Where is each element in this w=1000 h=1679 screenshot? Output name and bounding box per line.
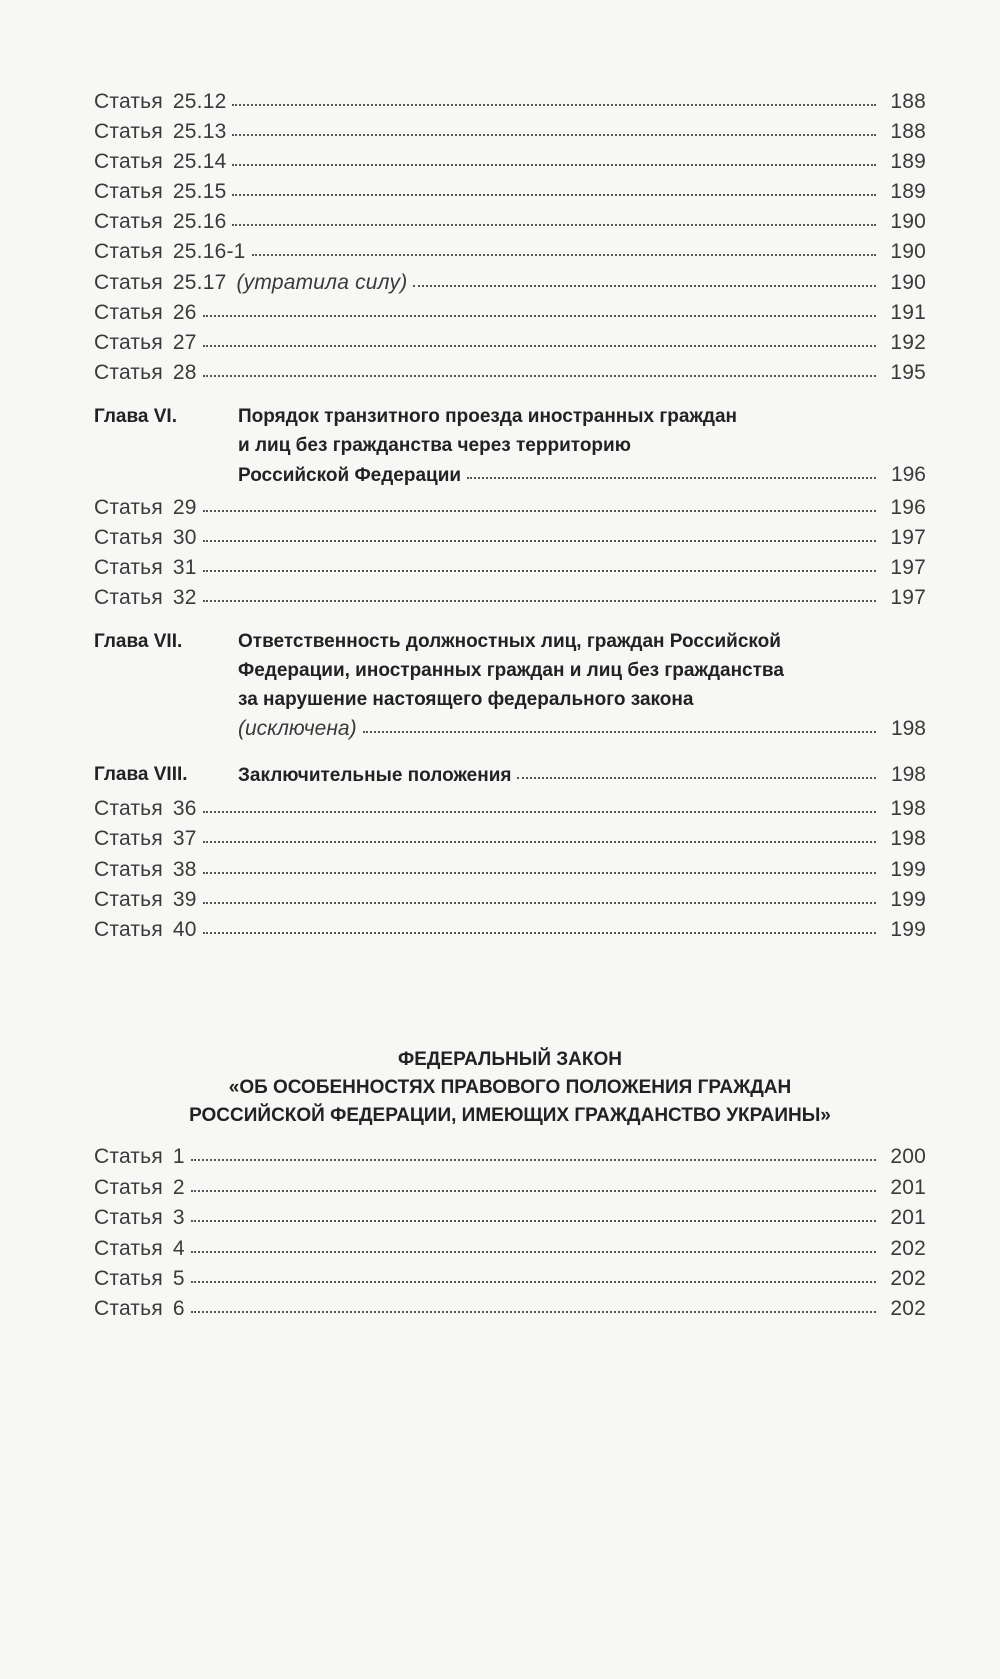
toc-entry-37: Статья 37 198 bbox=[94, 827, 926, 850]
chapter-8-label: Глава VIII. bbox=[94, 764, 188, 785]
excluded-note: (исключена) bbox=[238, 717, 357, 740]
chapter-7-title-line: Ответственность должностных лиц, граждан Российской bbox=[238, 631, 781, 652]
toc-entry-law-2: Статья 2 201 bbox=[94, 1176, 926, 1199]
toc-entry-25-13: Статья 25.13 188 bbox=[94, 120, 926, 143]
federal-law-heading bbox=[94, 1046, 926, 1130]
toc-entry-27: Статья 27 192 bbox=[94, 331, 926, 354]
chapter-6-entry bbox=[94, 402, 926, 489]
toc-entry-25-16: Статья 25.16 190 bbox=[94, 210, 926, 233]
repealed-note: (утратила силу) bbox=[236, 271, 408, 294]
chapter-7-title-line: Федерации, иностранных граждан и лиц без гражданства bbox=[238, 660, 784, 681]
toc-entry-law-6: Статья 6 202 bbox=[94, 1297, 926, 1320]
toc-entry-law-5: Статья 5 202 bbox=[94, 1267, 926, 1290]
chapter-6-label: Глава VI. bbox=[94, 406, 177, 427]
chapter-8-title: Заключительные положения bbox=[238, 765, 512, 786]
toc-entry-32: Статья 32 197 bbox=[94, 586, 926, 609]
law-heading-line: РОССИЙСКОЙ ФЕДЕРАЦИИ, ИМЕЮЩИХ ГРАЖДАНСТВО УКРАИНЫ» bbox=[189, 1105, 831, 1126]
toc-entry-28: Статья 28 195 bbox=[94, 361, 926, 384]
toc-entry-40: Статья 40 199 bbox=[94, 918, 926, 941]
toc-entry-25-15: Статья 25.15 189 bbox=[94, 180, 926, 203]
toc-entry-38: Статья 38 199 bbox=[94, 858, 926, 881]
toc-entry-31: Статья 31 197 bbox=[94, 556, 926, 579]
chapter-8-page: 198 bbox=[890, 763, 926, 786]
chapter-6-title-line: Российской Федерации bbox=[238, 465, 462, 486]
toc-entry-36: Статья 36 198 bbox=[94, 797, 926, 820]
toc-entry-law-3: Статья 3 201 bbox=[94, 1206, 926, 1229]
toc-entry-26: Статья 26 191 bbox=[94, 301, 926, 324]
toc-entry-law-1: Статья 1 200 bbox=[94, 1145, 926, 1168]
law-heading-line: «ОБ ОСОБЕННОСТЯХ ПРАВОВОГО ПОЛОЖЕНИЯ ГРАЖДАН bbox=[228, 1077, 792, 1098]
toc-entry-25-16-1: Статья 25.16-1 190 bbox=[94, 240, 926, 263]
chapter-6-title-line: и лиц без гражданства через территорию bbox=[238, 435, 631, 456]
toc-entry-30: Статья 30 197 bbox=[94, 526, 926, 549]
chapter-8-entry bbox=[94, 760, 926, 789]
chapter-7-title-line: за нарушение настоящего федерального закона bbox=[238, 689, 694, 710]
toc-entry-25-17: Статья 25.17 (утратила силу) 190 bbox=[94, 271, 926, 294]
toc-entry-law-4: Статья 4 202 bbox=[94, 1237, 926, 1260]
toc-entry-39: Статья 39 199 bbox=[94, 888, 926, 911]
toc-entry-29: Статья 29 196 bbox=[94, 496, 926, 519]
chapter-7-entry bbox=[94, 627, 926, 743]
law-heading-line: ФЕДЕРАЛЬНЫЙ ЗАКОН bbox=[397, 1049, 623, 1070]
toc-entry-25-14: Статья 25.14 189 bbox=[94, 150, 926, 173]
chapter-6-page: 196 bbox=[890, 463, 926, 486]
chapter-7-label: Глава VII. bbox=[94, 631, 183, 652]
chapter-6-title-line: Порядок транзитного проезда иностранных граждан bbox=[238, 406, 738, 427]
chapter-7-page: 198 bbox=[890, 717, 926, 740]
toc-entry-25-12: Статья 25.12 188 bbox=[94, 90, 926, 113]
